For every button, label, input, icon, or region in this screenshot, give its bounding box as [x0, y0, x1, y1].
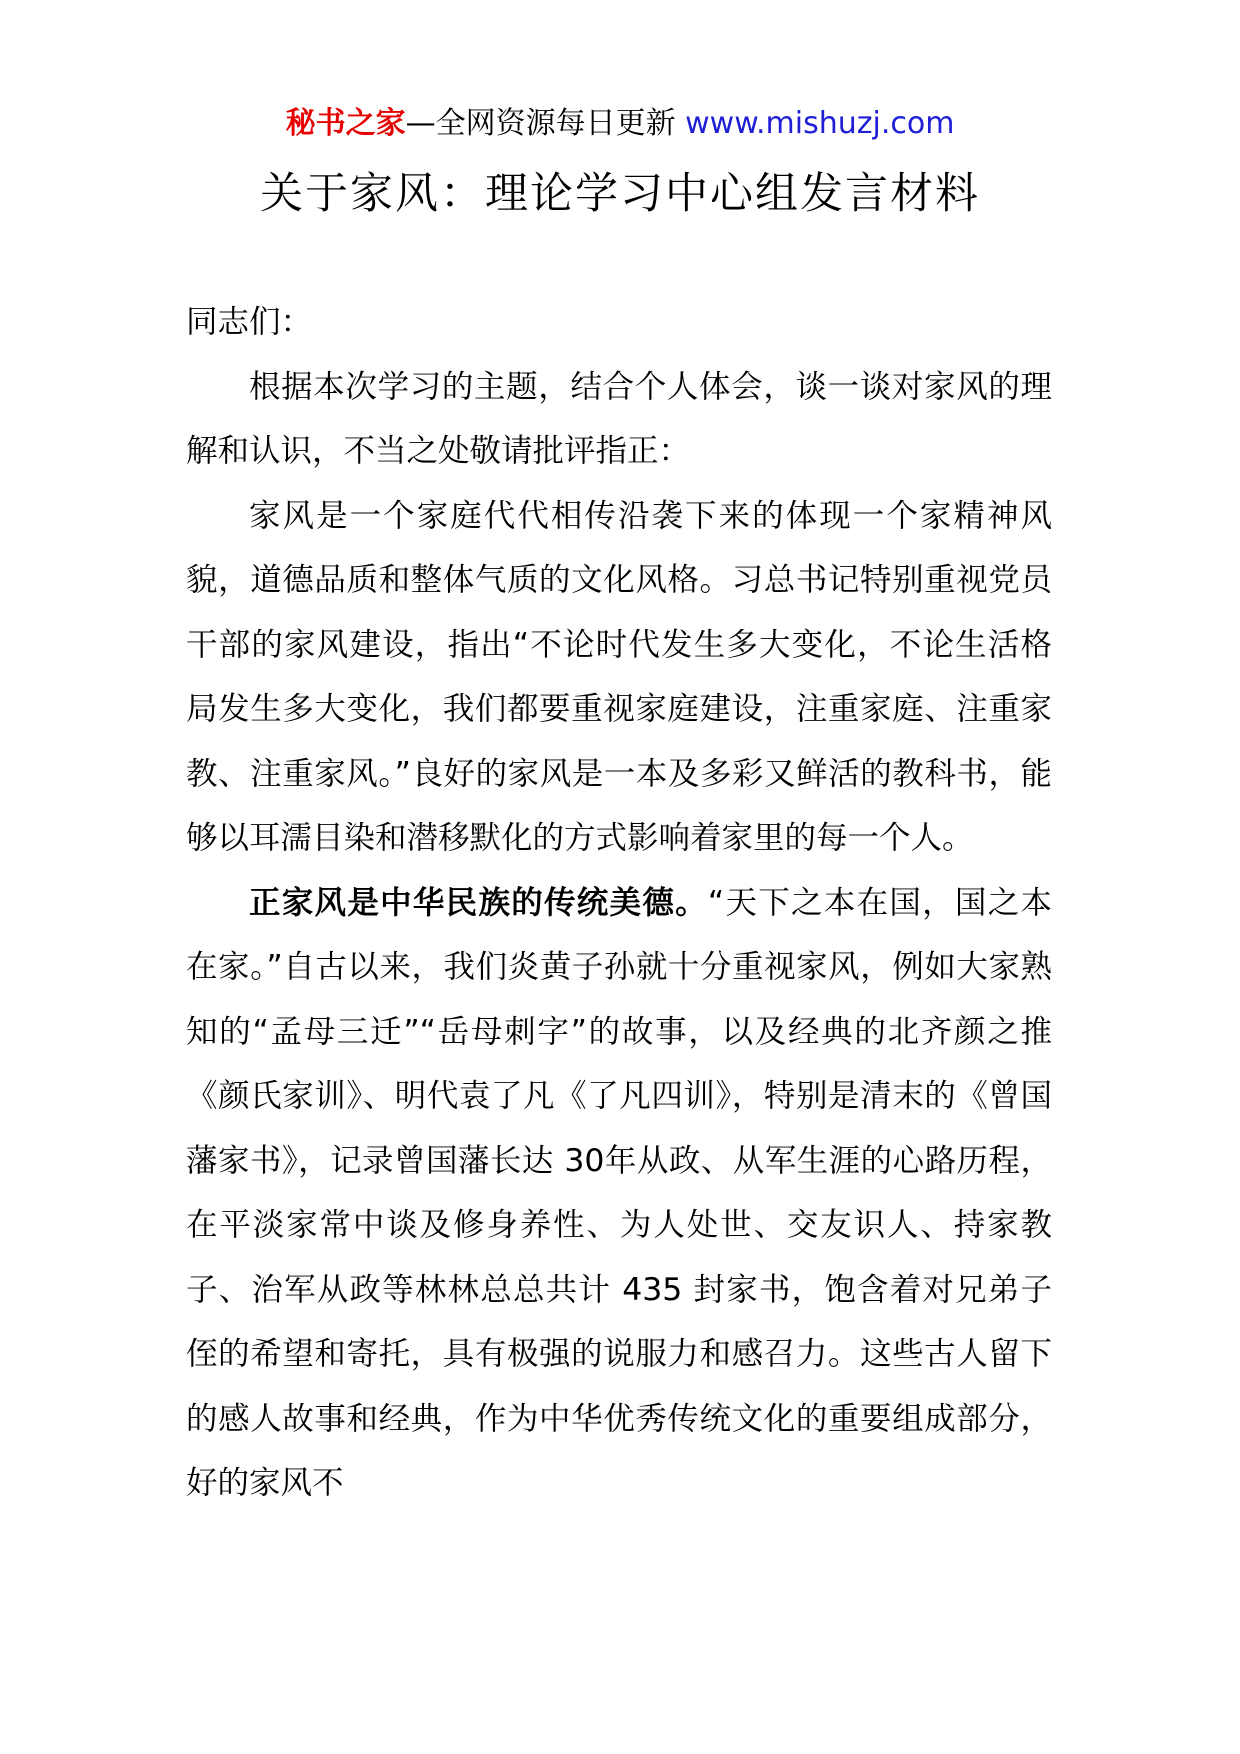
paragraph-text: 根据本次学习的主题，结合个人体会，谈一谈对家风的理解和认识，不当之处敬请批评指正：	[186, 368, 1052, 469]
site-url-link[interactable]: www.mishuzj.com	[685, 106, 955, 141]
site-banner	[0, 102, 1240, 146]
document-body	[186, 290, 1052, 1516]
banner-slogan: —全网资源每日更新	[405, 106, 686, 141]
brand-name: 秘书之家	[285, 106, 406, 141]
document-title: 关于家风：理论学习中心组发言材料	[260, 169, 980, 219]
paragraph-2	[186, 484, 1052, 871]
paragraph-text: 家风是一个家庭代代相传沿袭下来的体现一个家精神风貌，道德品质和整体气质的文化风格。习总书记特别重视党员干部的家风建设，指出“不论时代发生多大变化，不论生活格局发生多大变化，我们都要重视家庭建设，注重家庭、注重家教、注重家风。”良好的家风是一本及多彩又鲜活的教科书，能够以耳濡目染和潜移默化的方式影响着家里的每一个人。	[186, 497, 1052, 856]
salutation: 同志们：	[186, 304, 313, 340]
paragraph-text: “天下之本在国，国之本在家。”自古以来，我们炎黄子孙就十分重视家风，例如大家熟知的“孟母三迁”“岳母刺字”的故事，以及经典的北齐颜之推《颜氏家训》、明代袁了凡《了凡四训》，特别是清末的《曾国藩家书》，记录曾国藩长达 30年从政、从军生涯的心路历程，在平淡家常中谈及修身养性、为人处世、交友识人、持家教子、治军从政等林林总总共计 435 封家书，饱含着对兄弟子侄的希望和寄托，具有极强的说服力和感召力。这些古人留下的感人故事和经典，作为中华优秀传统文化的重要组成部分，好的家风不	[186, 884, 1052, 1501]
paragraph-lead: 正家风是中华民族的传统美德。	[249, 884, 708, 921]
paragraph-1	[186, 355, 1052, 484]
paragraph-3	[186, 871, 1052, 1516]
